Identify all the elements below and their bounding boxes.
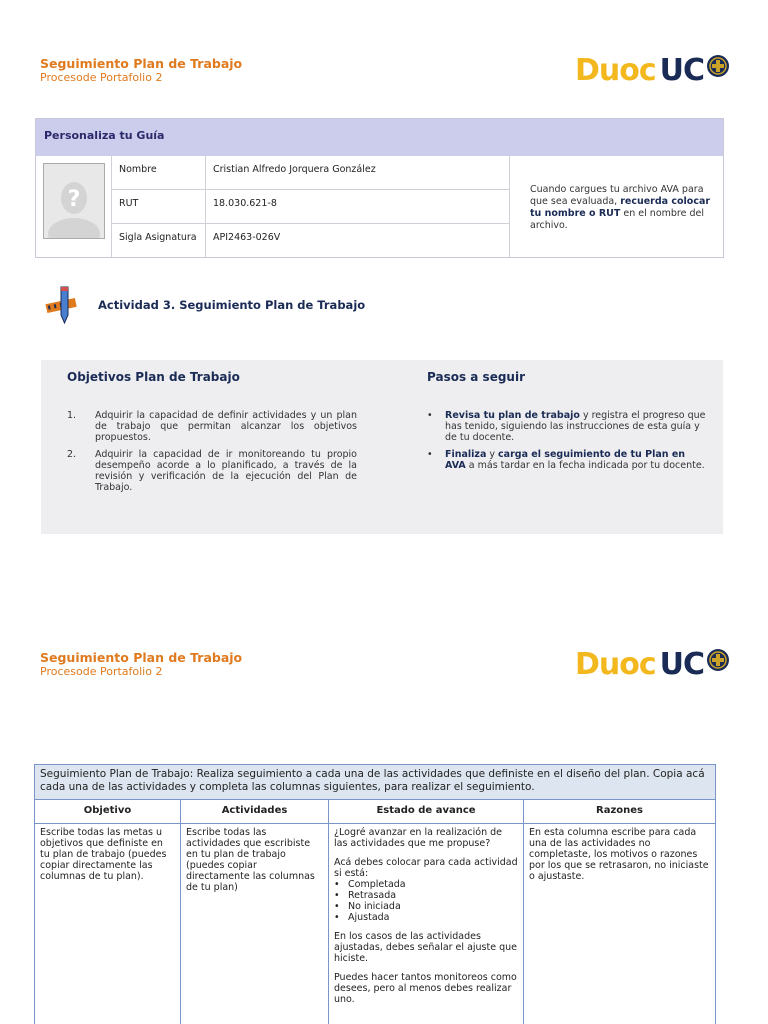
guide-fields xyxy=(112,156,510,258)
column-header-razones: Razones xyxy=(596,805,643,816)
column-header-actividades: Actividades xyxy=(181,800,329,823)
uc-seal-icon xyxy=(706,54,730,78)
estado-monitor-note: Puedes hacer tantos monitoreos como desees, pero al menos debes realizar uno. xyxy=(334,972,517,1005)
cell-razones[interactable]: En esta columna escribe para cada una de las actividades no completaste, los motivos o razones por los que se retrasaron, no iniciaste o ajustaste. xyxy=(529,827,709,882)
activity-heading xyxy=(44,285,365,325)
field-label: RUT xyxy=(112,190,206,223)
column-header-objetivo: Objetivo xyxy=(35,800,181,823)
personalize-guide-box xyxy=(35,118,724,258)
list-item: • Completada xyxy=(334,879,518,890)
step-bold: Revisa tu plan de trabajo xyxy=(445,410,580,421)
estado-question: ¿Logré avanzar en la realización de las actividades que me propuse? xyxy=(334,827,502,849)
avatar-placeholder-icon xyxy=(43,163,105,239)
estado-list xyxy=(334,879,518,923)
item-number: 1. xyxy=(67,410,77,421)
photo-cell xyxy=(36,156,112,258)
field-label: Sigla Asignatura xyxy=(112,224,206,258)
page-header-2 xyxy=(40,646,730,700)
step-text: a más tardar en la fecha indicada por tu docente. xyxy=(465,460,705,471)
logo-duoc-text: Duoc xyxy=(574,52,656,88)
steps-heading: Pasos a seguir xyxy=(427,370,525,384)
activity-title: Actividad 3. Seguimiento Plan de Trabajo xyxy=(98,298,366,312)
field-value-sigla[interactable]: API2463-026V xyxy=(213,232,281,243)
list-item xyxy=(427,410,709,443)
cell-estado[interactable] xyxy=(329,824,524,1024)
list-item: • Ajustada xyxy=(334,912,518,923)
cell-objetivo[interactable]: Escribe todas las metas u objetivos que definiste en tu plan de trabajo (puedes copiar directamente las columnas de tu plan). xyxy=(35,824,181,1024)
guide-heading: Personaliza tu Guía xyxy=(36,119,723,156)
svg-text:?: ? xyxy=(67,187,81,212)
list-item xyxy=(427,449,709,471)
step-text: y registra el progreso que has tenido, siguiendo las instrucciones de esta guía y de tu docente. xyxy=(445,410,706,443)
step-text: y xyxy=(486,449,499,460)
field-label: Nombre xyxy=(112,156,206,189)
pencil-ruler-icon xyxy=(44,285,84,325)
table-header-row xyxy=(35,800,715,824)
step-bold: carga el seguimiento de tu Plan en AVA xyxy=(445,449,686,471)
list-item: • No iniciada xyxy=(334,901,518,912)
header-subtitle: Procesode Portafolio 2 xyxy=(40,71,163,84)
item-number: 2. xyxy=(67,449,77,460)
note-bold: recuerda colocar tu nombre o RUT xyxy=(530,196,711,219)
objectives-list xyxy=(67,410,357,493)
objectives-column xyxy=(67,370,357,499)
logo-duoc-text: Duoc xyxy=(574,646,656,682)
duoc-uc-logo xyxy=(575,644,730,684)
logo-uc-text: UC xyxy=(659,646,704,682)
step-bold: Finaliza xyxy=(445,449,487,460)
guide-body xyxy=(36,156,723,258)
list-item xyxy=(67,449,357,493)
list-item: • Retrasada xyxy=(334,890,518,901)
field-value-rut[interactable]: 18.030.621-8 xyxy=(213,198,277,209)
field-value-name[interactable]: Cristian Alfredo Jorquera González xyxy=(213,164,376,175)
table-intro: Seguimiento Plan de Trabajo: Realiza seguimiento a cada una de las actividades que definiste en el diseño del plan. Copia acá cada una de las actividades y completa las columnas siguientes, para realizar el seguimiento. xyxy=(35,765,715,800)
cell-actividades[interactable]: Escribe todas las actividades que escribiste en tu plan de trabajo (puedes copiar directamente las columnas de tu plan) xyxy=(181,824,329,1024)
header-title: Seguimiento Plan de Trabajo xyxy=(40,650,243,665)
header-subtitle: Procesode Portafolio 2 xyxy=(40,665,163,678)
estado-adjust-note: En los casos de las actividades ajustadas, debes señalar el ajuste que hiciste. xyxy=(334,931,517,964)
uc-seal-icon xyxy=(706,648,730,672)
field-row-sigla xyxy=(112,224,509,258)
logo-uc-text: UC xyxy=(659,52,704,88)
field-row-rut xyxy=(112,190,509,224)
steps-list xyxy=(427,410,709,471)
steps-column xyxy=(427,370,709,477)
note-text-end: en el nombre del archivo. xyxy=(530,208,704,231)
table-row xyxy=(35,824,715,1024)
column-header-estado: Estado de avance xyxy=(329,800,524,823)
duoc-uc-logo xyxy=(575,50,730,90)
upload-note xyxy=(510,156,723,258)
objectives-heading: Objetivos Plan de Trabajo xyxy=(67,370,240,384)
header-title: Seguimiento Plan de Trabajo xyxy=(40,56,243,71)
list-item xyxy=(67,410,357,443)
page-header-1 xyxy=(40,52,730,106)
estado-intro: Acá debes colocar para cada actividad si está: xyxy=(334,857,518,879)
item-text: Adquirir la capacidad de ir monitoreando tu propio desempeño acorde a lo planificado, a través de la revisión y verificación de la ejecución del Plan de Trabajo. xyxy=(95,449,357,493)
tracking-table xyxy=(34,764,716,1024)
item-text: Adquirir la capacidad de definir actividades y un plan de trabajo que permitan alcanzar los objetivos propuestos. xyxy=(95,410,357,443)
objectives-panel xyxy=(41,360,723,534)
field-row-nombre xyxy=(112,156,509,190)
note-text: Cuando cargues tu archivo AVA para que sea evaluada, xyxy=(530,184,704,207)
